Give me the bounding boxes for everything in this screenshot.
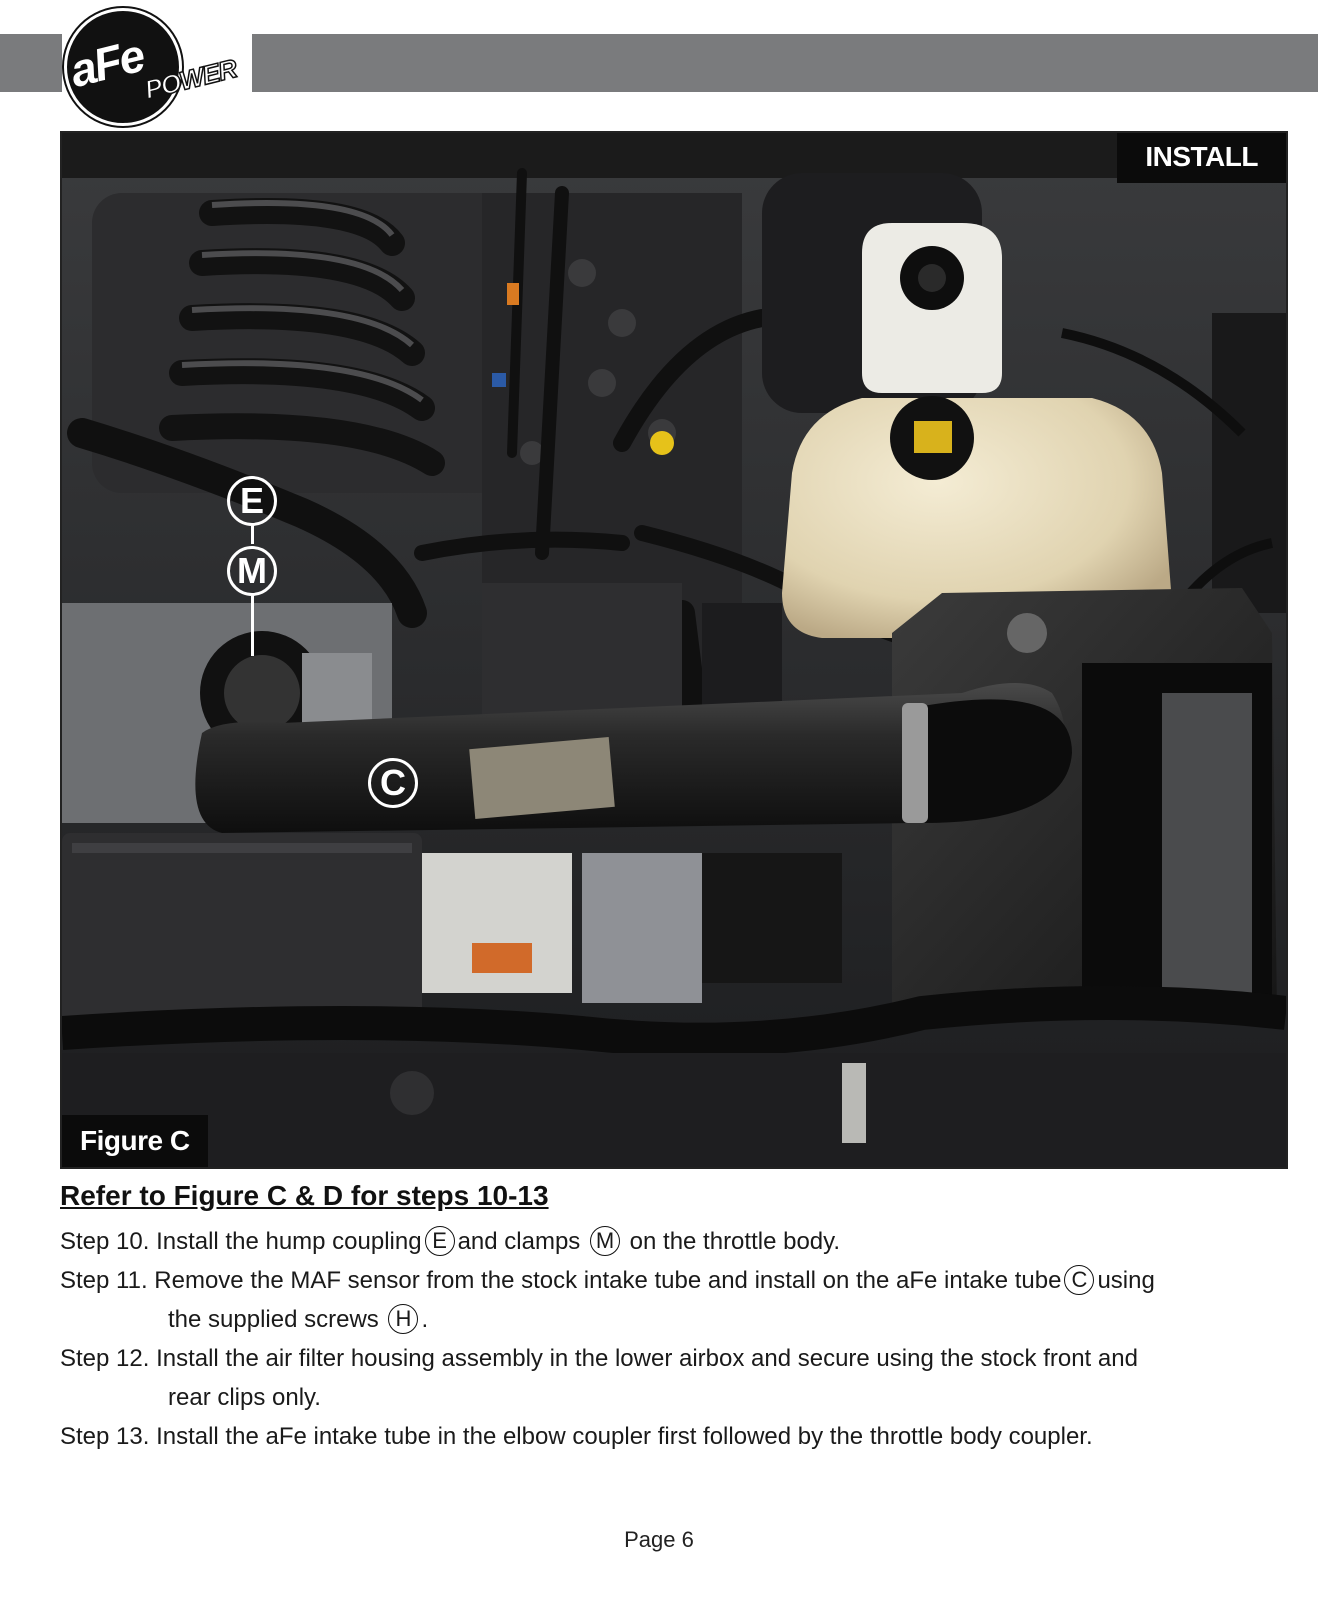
engine-bay-photo [60, 131, 1288, 1169]
instructions-heading: Refer to Figure C & D for steps 10-13 [60, 1180, 549, 1211]
step-10 [60, 1222, 1290, 1261]
logo-sub-text: POWER [141, 53, 240, 105]
callout-c: C [368, 758, 418, 808]
install-tag: INSTALL [1117, 133, 1286, 183]
page-number: Page 6 [624, 1527, 694, 1552]
ref-e: E [425, 1226, 455, 1256]
ref-h: H [388, 1304, 418, 1334]
step-10-mid: and clamps [457, 1228, 581, 1255]
callout-arrow-line [251, 596, 254, 656]
step-13-text: Step 13. Install the aFe intake tube in the elbow coupler first followed by the throttle body coupler. [60, 1423, 1093, 1450]
step-11-suffix: . [421, 1306, 429, 1333]
engine-bay-illustration [62, 133, 1286, 1167]
callout-connector [251, 526, 254, 544]
ref-m: M [590, 1226, 620, 1256]
step-12 [60, 1339, 1290, 1417]
callout-e: E [227, 476, 277, 526]
step-11-mid: using [1097, 1267, 1155, 1294]
afe-power-logo [62, 6, 252, 124]
step-13 [60, 1417, 1290, 1456]
step-11-text: Step 11. Remove the MAF sensor from the stock intake tube and install on the aFe intake tube [60, 1267, 1062, 1294]
step-12-line2: rear clips only. [168, 1384, 321, 1411]
logo-main-text: aFe [64, 28, 149, 98]
callout-m: M [227, 546, 277, 596]
figure-caption: Figure C [62, 1115, 208, 1167]
step-10-suffix: on the throttle body. [629, 1228, 841, 1255]
ref-c: C [1064, 1265, 1094, 1295]
step-11-line2: the supplied screws [168, 1306, 379, 1333]
step-11 [60, 1261, 1290, 1339]
step-12-text: Step 12. Install the air filter housing assembly in the lower airbox and secure using the stock front and [60, 1345, 1138, 1372]
instructions [60, 1180, 1290, 1456]
step-10-text: Step 10. Install the hump coupling [60, 1228, 422, 1255]
